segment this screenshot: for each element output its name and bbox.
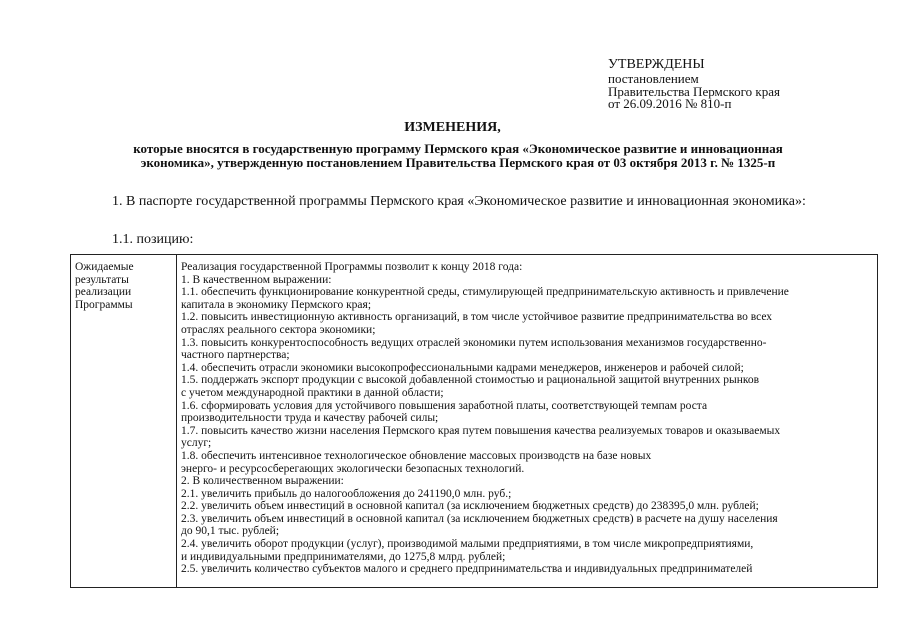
document-title: ИЗМЕНЕНИЯ,: [404, 120, 501, 135]
content-line: частного партнерства;: [181, 349, 290, 362]
approval-line: Правительства Пермского края: [608, 83, 780, 99]
content-line: и индивидуальными предпринимателями, до 1275,8 млрд. рублей;: [181, 550, 506, 563]
content-line: услуг;: [181, 437, 212, 450]
content-line: 1. В качественном выражении:: [181, 273, 332, 286]
content-line: 2.3. увеличить объем инвестиций в основной капитал (за исключением бюджетных средств) в расчете на душу населения: [181, 512, 778, 525]
approval-line: постановлением: [608, 71, 699, 86]
content-line: 2.1. увеличить прибыль до налогообложения до 241190,0 млн. руб.;: [181, 487, 512, 500]
paragraph-position: 1.1. позицию:: [112, 232, 194, 247]
content-line: Реализация государственной Программы позволит к концу 2018 года:: [181, 261, 523, 273]
table-row: [71, 255, 878, 588]
content-line: капитала в экономику Пермского края;: [181, 298, 372, 311]
label-cell: [71, 255, 177, 588]
content-line: 1.3. повысить конкурентоспособность ведущих отраслей экономики путем использования механизмов государственно-: [181, 336, 767, 349]
content-line: 2.2. увеличить объем инвестиций в основной капитал (за исключением бюджетных средств) до 238395,0 млн. рублей;: [181, 500, 759, 513]
content-line: 1.6. сформировать условия для устойчивого повышения заработной платы, соответствующей темпам роста: [181, 399, 708, 412]
content-line: до 90,1 тыс. рублей;: [181, 525, 280, 538]
label-line: Программы: [75, 298, 133, 311]
document-subtitle: [88, 142, 828, 169]
content-line: 2. В количественном выражении:: [181, 475, 344, 488]
label-line: Ожидаемые: [75, 261, 134, 273]
content-line: 1.1. обеспечить функционирование конкурентной среды, стимулирующей предпринимательскую активность и привлечение: [181, 286, 789, 299]
content-cell: [177, 255, 878, 588]
content-line: 1.5. поддержать экспорт продукции с высокой добавленной стоимостью и рациональной защитой внутренних рынков: [181, 374, 760, 387]
content-line: 1.8. обеспечить интенсивное технологическое обновление массовых производств на базе новых: [181, 449, 652, 462]
content-line: 2.5. увеличить количество субъектов малого и среднего предпринимательства и индивидуальных предпринимателей: [181, 563, 753, 576]
content-line: энерго- и ресурсосберегающих экологически безопасных технологий.: [181, 462, 525, 475]
content-line: 1.2. повысить инвестиционную активность организаций, в том числе устойчивое развитие предпринимательства во всех: [181, 311, 773, 324]
approval-title: УТВЕРЖДЕНЫ: [608, 57, 705, 72]
content-line: 1.4. обеспечить отрасли экономики высокопрофессиональными кадрами менеджеров, инженеров и рабочей силой;: [181, 361, 744, 374]
content-line: отраслях реального сектора экономики;: [181, 323, 376, 336]
subtitle-line: которые вносятся в государственную программу Пермского края «Экономическое развитие и инновационная: [133, 141, 783, 156]
content-line: 2.4. увеличить оборот продукции (услуг), производимой малыми предприятиями, в том числе микропредприятиями,: [181, 538, 754, 551]
label-line: реализации: [75, 286, 132, 299]
subtitle-line: экономика», утвержденную постановлением Правительства Пермского края от 03 октября 2013 г. № 1325-п: [140, 154, 776, 170]
paragraph-passport: 1. В паспорте государственной программы Пермского края «Экономическое развитие и инновационная экономика»:: [112, 194, 806, 209]
results-table: [70, 254, 878, 588]
content-line: производительности труда и качеству рабочей силы;: [181, 412, 439, 425]
approval-block: [608, 57, 780, 111]
content-line: с учетом международной практики в данной области;: [181, 386, 444, 399]
label-line: результаты: [75, 273, 129, 286]
approval-line: от 26.09.2016 № 810-п: [608, 96, 732, 111]
content-line: 1.7. повысить качество жизни населения Пермского края путем повышения качества реализуемых товаров и оказываемых: [181, 424, 781, 437]
